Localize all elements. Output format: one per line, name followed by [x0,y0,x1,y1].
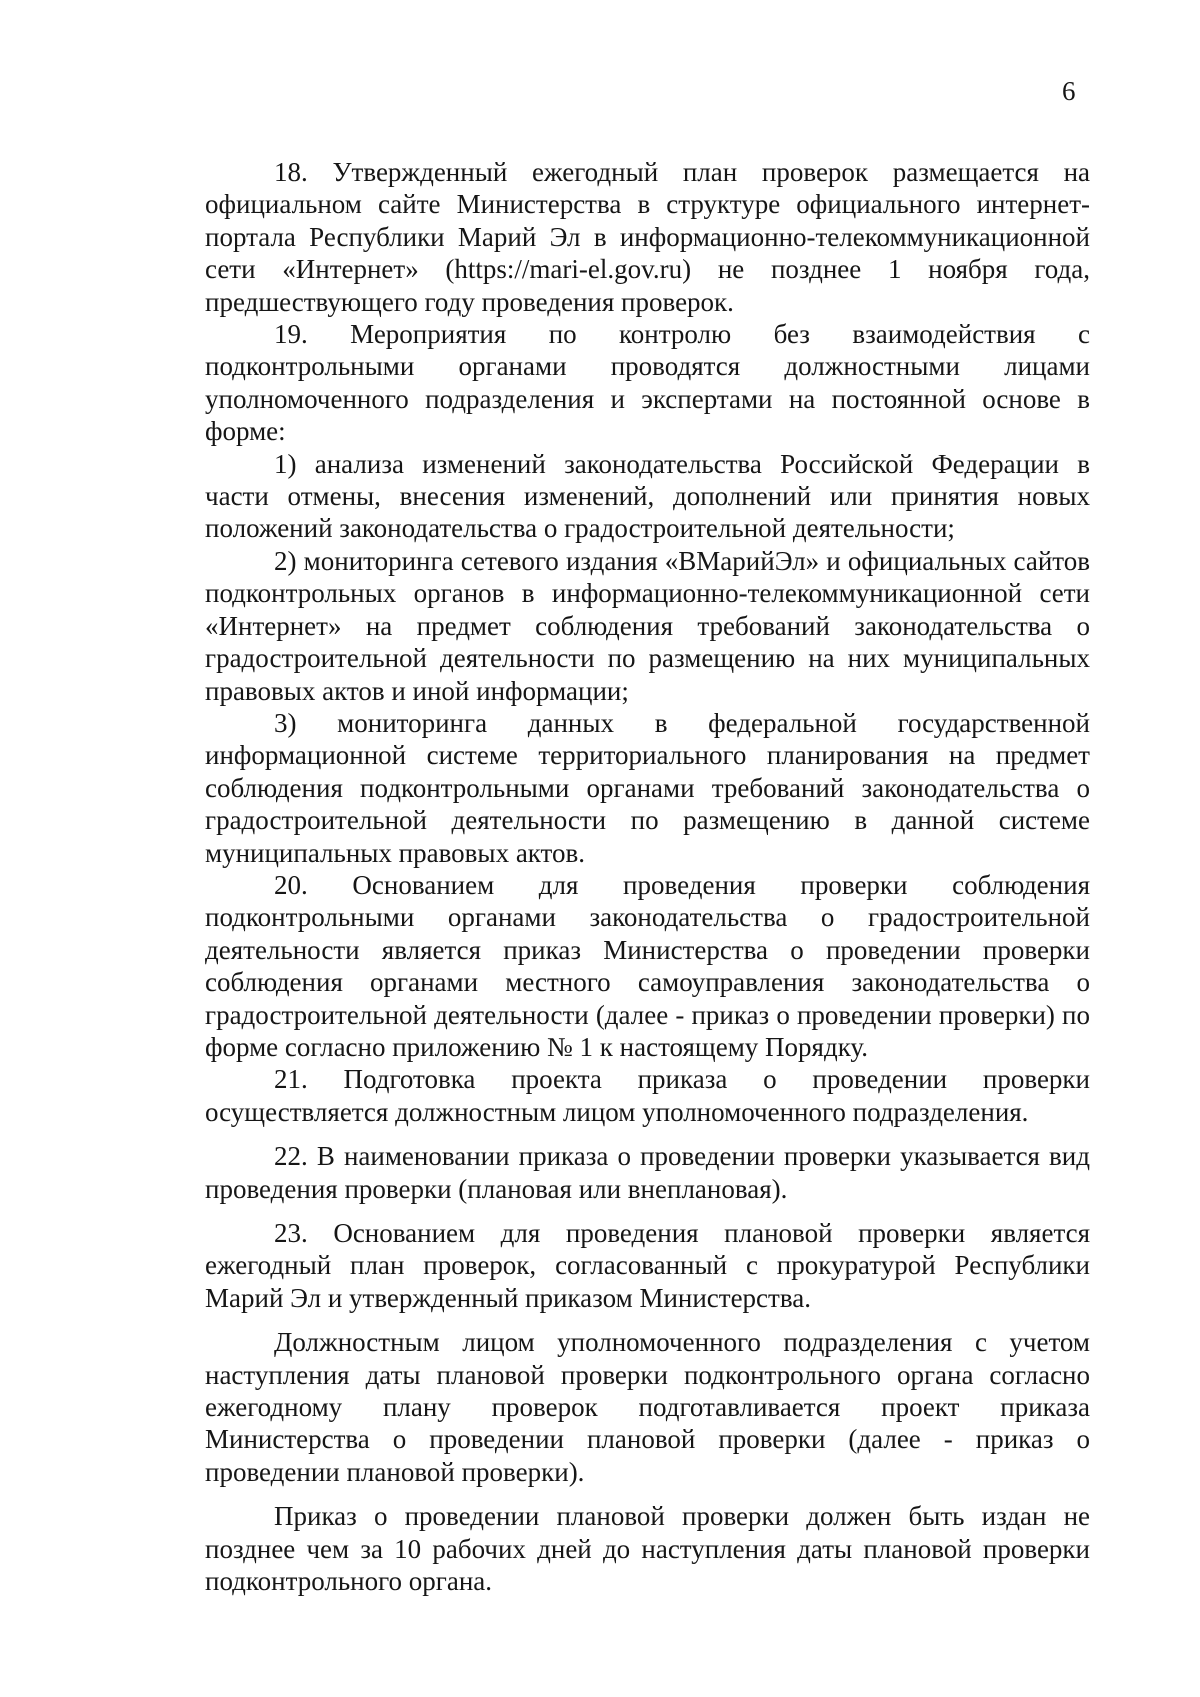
paragraph-20: 20. Основанием для проведения проверки соблюдения подконтрольными органами законодательства о градостроительной деятельности является приказ Министерства о проведении проверки соблюдения органами местного самоуправления законодательства о градостроительной деятельности (далее - приказ о проведении проверки) по форме согласно приложению № 1 к настоящему Порядку. [205,869,1090,1062]
list-item-3: 3) мониторинга данных в федеральной государственной информационной системе территориального планирования на предмет соблюдения подконтрольными органами требований законодательства о градостроительной деятельности по размещению в данной системе муниципальных правовых актов. [205,707,1090,868]
paragraph-22: 22. В наименовании приказа о проведении проверки указывается вид проведения проверки (плановая или внеплановая). [205,1141,1090,1204]
page-number: 6 [1062,76,1076,106]
paragraph-21: 21. Подготовка проекта приказа о проведении проверки осуществляется должностным лицом уполномоченного подразделения. [205,1064,1090,1127]
list-item-1: 1) анализа изменений законодательства Российской Федерации в части отмены, внесения изменений, дополнений или принятия новых положений законодательства о градостроительной деятельности; [205,448,1090,544]
paragraph-order-deadline: Приказ о проведении плановой проверки должен быть издан не позднее чем за 10 рабочих дней до наступления даты плановой проверки подконтрольного органа. [205,1501,1090,1597]
paragraph-23: 23. Основанием для проведения плановой проверки является ежегодный план проверок, согласованный с прокуратурой Республики Марий Эл и утвержденный приказом Министерства. [205,1218,1090,1313]
paragraph-18: 18. Утвержденный ежегодный план проверок размещается на официальном сайте Министерства в структуре официального интернет-портала Республики Марий Эл в информационно-телекоммуникационной сети «Интернет» (https://mari-el.gov.ru) не позднее 1 ноября года, предшествующего году проведения проверок. [205,157,1090,317]
document-body [205,156,1090,1597]
list-item-2: 2) мониторинга сетевого издания «ВМарийЭл» и официальных сайтов подконтрольных органов в информационно-телекоммуникационной сети «Интернет» на предмет соблюдения требований законодательства о градостроительной деятельности по размещению на них муниципальных правовых актов и иной информации; [205,545,1090,706]
paragraph-official-prepares-order: Должностным лицом уполномоченного подразделения с учетом наступления даты плановой проверки подконтрольного органа согласно ежегодному плану проверок подготавливается проект приказа Министерства о проведении плановой проверки (далее - приказ о проведении плановой проверки). [205,1327,1090,1487]
paragraph-19: 19. Мероприятия по контролю без взаимодействия с подконтрольными органами проводятся должностными лицами уполномоченного подразделения и экспертами на постоянной основе в форме: [205,319,1090,447]
